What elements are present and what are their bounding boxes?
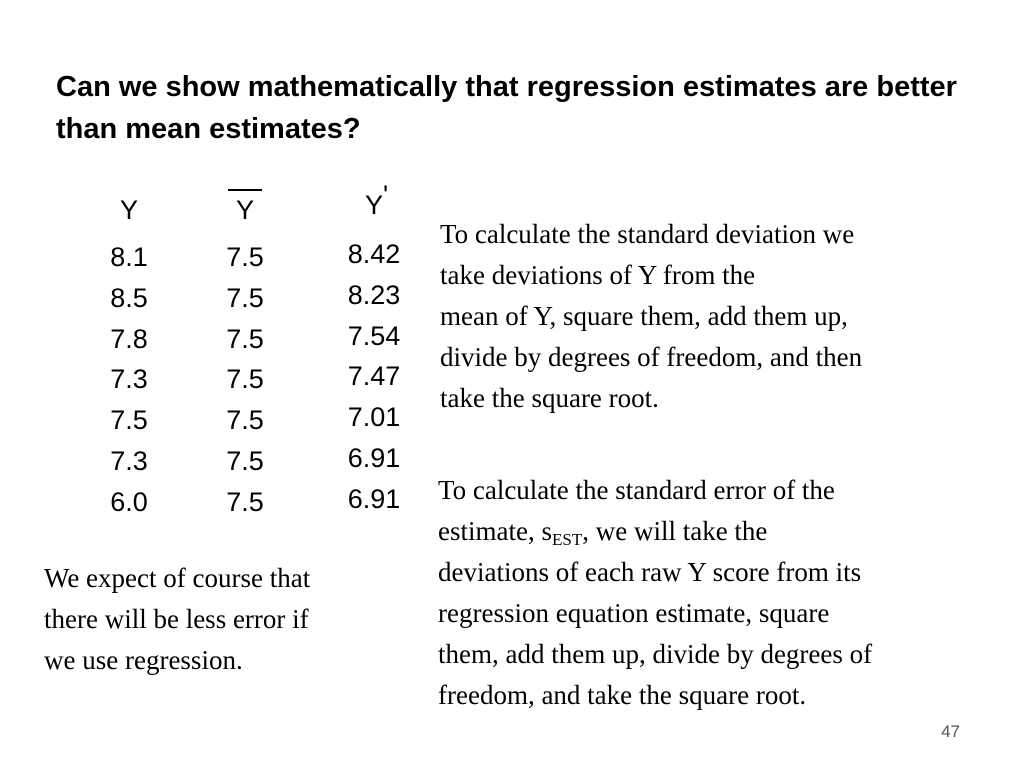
est-line: freedom, and take the square root. xyxy=(438,680,807,710)
expect-line: there will be less error if xyxy=(44,604,309,634)
column-y-prime-value: 6.91 xyxy=(347,442,401,473)
expect-line: We expect of course that xyxy=(44,563,311,593)
expectation-paragraph xyxy=(44,558,404,681)
column-y-prime-value: 8.42 xyxy=(347,239,401,269)
column-y-value: 7.3 xyxy=(110,364,148,395)
sd-line: mean of Y, square them, add them up, xyxy=(440,301,848,331)
column-y-value: 7.5 xyxy=(110,405,148,436)
column-y-bar-value: 7.5 xyxy=(226,364,264,395)
standard-deviation-paragraph xyxy=(440,214,1000,419)
est-line: estimate, s xyxy=(438,516,552,546)
est-line: them, add them up, divide by degrees of xyxy=(438,639,873,669)
column-y-prime-value: 7.47 xyxy=(347,361,401,392)
column-y-value: 8.1 xyxy=(110,242,148,272)
standard-error-paragraph xyxy=(438,470,1008,716)
column-y-bar-header-text: Y xyxy=(235,195,254,225)
column-y-values xyxy=(84,237,174,523)
column-y-prime-value: 8.23 xyxy=(347,279,401,310)
column-y-value: 8.5 xyxy=(110,282,148,313)
est-line: deviations of each raw Y score from its xyxy=(438,557,862,587)
column-y-prime-value: 7.01 xyxy=(347,402,401,433)
sd-line: To calculate the standard deviation we xyxy=(440,219,855,249)
column-y-prime-value: 7.54 xyxy=(347,320,401,351)
sd-line: take deviations of Y from the xyxy=(440,260,756,290)
est-line: , we will take the xyxy=(582,516,768,546)
column-y-header: Y xyxy=(119,195,138,225)
column-y-bar-value: 7.5 xyxy=(226,323,264,354)
page-number: 47 xyxy=(941,722,960,741)
prime-symbol: ' xyxy=(383,180,389,210)
column-y-prime-header xyxy=(329,180,419,221)
sd-line: take the square root. xyxy=(440,383,659,413)
column-y-prime-values xyxy=(329,234,419,520)
column-y-value: 7.3 xyxy=(110,445,148,476)
est-subscript: EST xyxy=(551,530,583,549)
sd-line: divide by degrees of freedom, and then xyxy=(440,342,863,372)
mean-bar-symbol xyxy=(228,189,262,191)
column-y-bar-value: 7.5 xyxy=(226,405,264,436)
column-y-bar-header xyxy=(200,195,290,226)
column-y-bar-value: 7.5 xyxy=(226,282,264,313)
est-line: regression equation estimate, square xyxy=(438,598,830,628)
est-line: To calculate the standard error of the xyxy=(438,475,835,505)
column-y-value: 6.0 xyxy=(110,486,148,517)
column-y-bar-value: 7.5 xyxy=(226,445,264,476)
slide-title: Can we show mathematically that regression estimates are better than mean estimates? xyxy=(56,71,957,145)
column-y-bar-value: 7.5 xyxy=(226,486,264,517)
column-y-prime-header-text: Y xyxy=(364,190,383,220)
column-y-prime-value: 6.91 xyxy=(347,483,401,514)
column-y-bar-values xyxy=(200,237,290,523)
column-y-bar-value: 7.5 xyxy=(226,242,264,272)
column-y-value: 7.8 xyxy=(110,323,148,354)
expect-line: we use regression. xyxy=(44,645,243,675)
